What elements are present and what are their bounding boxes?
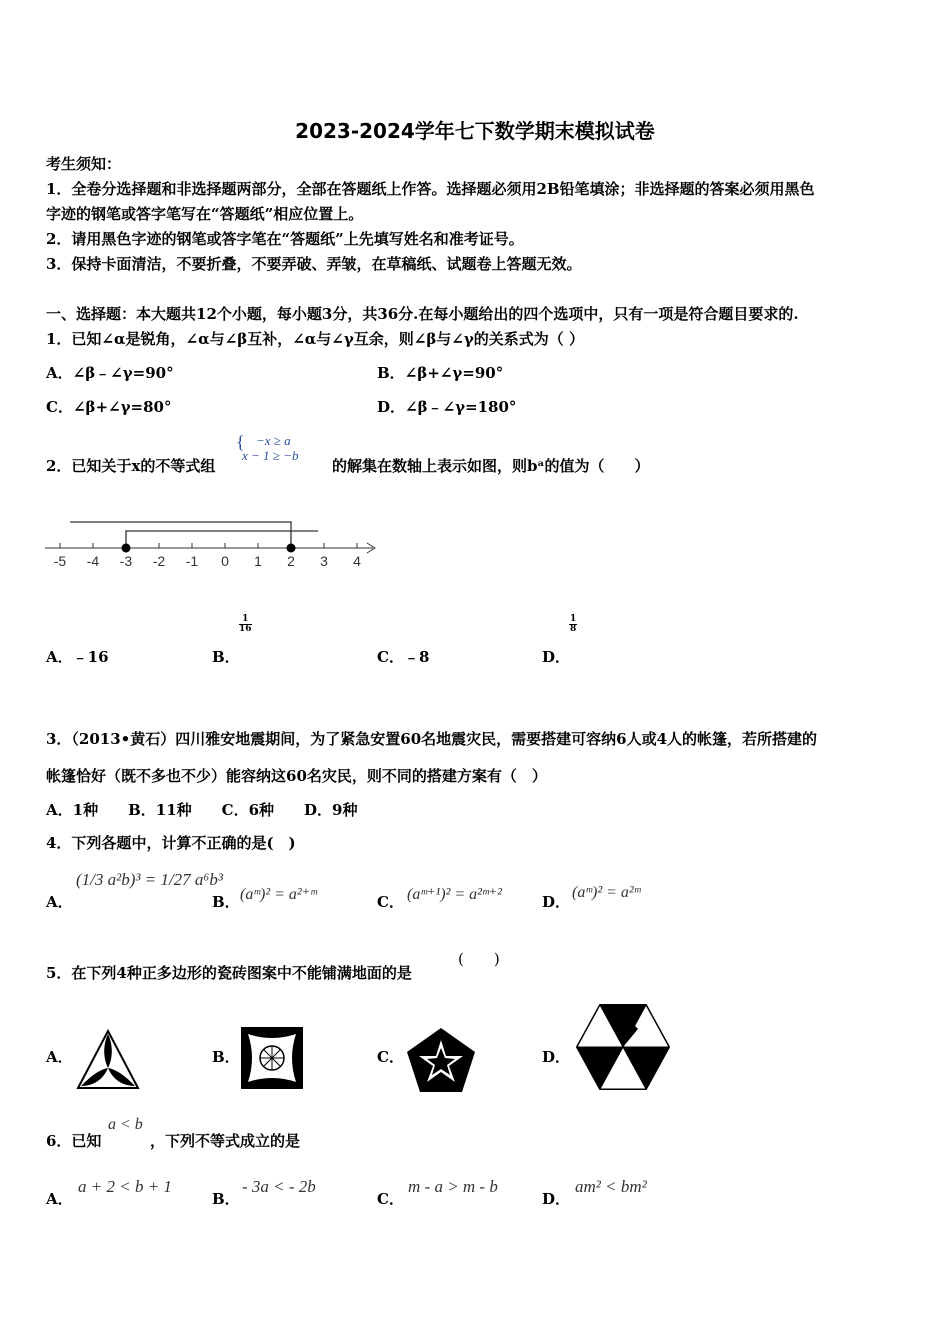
q6-stem-pre: 6．已知: [46, 1132, 102, 1150]
q5-tile-d-icon: [574, 1003, 672, 1091]
q4-option-a-expr: (1/3 a²b)³ = 1/27 a⁶b³: [76, 870, 223, 889]
q2-stem-pre: 2．已知关于x的不等式组: [46, 457, 216, 475]
notice-line-2: 2．请用黑色字迹的钢笔或答字笔在“答题纸”上先填写姓名和准考证号。: [46, 230, 524, 248]
q3-stem-1: 3．（2013•黄石）四川雅安地震期间，为了紧急安置60名地震灾民，需要搭建可容纳6人或4人的帐篷，若所搭建的: [46, 730, 818, 748]
q5-option-a[interactable]: A．: [46, 1048, 73, 1066]
q3-options[interactable]: A．1种 B．11种 C．6种 D．9种: [46, 801, 358, 819]
q2-option-d-fraction: [569, 615, 577, 634]
q4-option-a-label[interactable]: A．: [46, 893, 73, 911]
q2-inequality-system: { −x ≥ a x − 1 ≥ −b: [236, 432, 299, 463]
notice-heading: 考生须知：: [46, 155, 122, 173]
q5-tile-b-icon: [240, 1026, 304, 1090]
q4-option-c-expr: (aᵐ⁺¹)² = a²ᵐ⁺²: [407, 886, 502, 903]
notice-line-1b: 字迹的钢笔或答字笔写在“答题纸”相应位置上。: [46, 205, 364, 223]
q2-number-line: [40, 510, 385, 575]
q6-option-a-expr: a + 2 < b + 1: [78, 1177, 172, 1196]
q1-option-b[interactable]: B．∠β+∠γ=90°: [377, 364, 504, 382]
notice-line-3: 3．保持卡面清洁，不要折叠，不要弄破、弄皱，在草稿纸、试题卷上答题无效。: [46, 255, 582, 273]
tick-label: -5: [53, 553, 67, 569]
q2-sys-line-1: −x ≥ a: [256, 433, 291, 448]
q6-stem-post: ，下列不等式成立的是: [150, 1132, 301, 1150]
tick-label: 3: [320, 553, 328, 569]
q4-option-d-expr: (aᵐ)² = a²ᵐ: [572, 884, 641, 901]
q4-option-d-label[interactable]: D．: [542, 893, 571, 911]
tick-label: -4: [86, 553, 100, 569]
section-1-heading: 一、选择题：本大题共12个小题，每小题3分，共36分.在每小题给出的四个选项中，只有一项是符合题目要求的.: [46, 305, 799, 323]
page-title: 2023-2024学年七下数学期末模拟试卷: [295, 119, 655, 143]
q2-option-b[interactable]: B．: [212, 648, 240, 666]
q6-condition: a < b: [108, 1116, 143, 1133]
point-minus-3: [122, 544, 131, 553]
q2-d-num: 1: [570, 614, 577, 624]
q2-b-den: 16: [239, 624, 252, 634]
q4-option-c-label[interactable]: C．: [377, 893, 404, 911]
q6-option-a-label[interactable]: A．: [46, 1190, 73, 1208]
tick-label: -2: [152, 553, 166, 569]
tick-label: 4: [353, 553, 361, 569]
q5-option-b[interactable]: B．: [212, 1048, 240, 1066]
q2-option-c[interactable]: C．﹣8: [377, 648, 430, 666]
tick-label: -1: [185, 553, 199, 569]
q4-option-b-label[interactable]: B．: [212, 893, 240, 911]
tick-label: 0: [221, 553, 229, 569]
q2-d-den: 8: [570, 624, 577, 634]
q2-stem-post: 的解集在数轴上表示如图，则bᵃ的值为（ ）: [332, 457, 650, 475]
q5-stem: 5．在下列4种正多边形的瓷砖图案中不能铺满地面的是: [46, 964, 412, 982]
q6-option-d-label[interactable]: D．: [542, 1190, 571, 1208]
q6-option-c-label[interactable]: C．: [377, 1190, 404, 1208]
q5-tile-a-icon: [75, 1028, 141, 1092]
q2-b-num: 1: [239, 615, 252, 625]
q5-tile-c-icon: [405, 1026, 477, 1094]
q1-option-d[interactable]: D．∠β﹣∠γ=180°: [377, 398, 517, 416]
point-2: [287, 544, 296, 553]
q2-option-b-fraction: [239, 615, 252, 634]
q5-option-d[interactable]: D．: [542, 1048, 571, 1066]
tick-label: 1: [254, 553, 262, 569]
q1-option-c[interactable]: C．∠β+∠γ=80°: [46, 398, 172, 416]
q6-option-b-expr: - 3a < - 2b: [242, 1177, 316, 1196]
q6-option-b-label[interactable]: B．: [212, 1190, 240, 1208]
q3-stem-2: 帐篷恰好（既不多也不少）能容纳这60名灾民，则不同的搭建方案有（ ）: [46, 767, 547, 785]
q5-option-c[interactable]: C．: [377, 1048, 404, 1066]
q1-stem: 1．已知∠α是锐角，∠α与∠β互补，∠α与∠γ互余，则∠β与∠γ的关系式为（ ）: [46, 330, 584, 348]
q4-option-b-expr: (aᵐ)² = a²⁺ᵐ: [240, 886, 317, 903]
q4-stem: 4．下列各题中，计算不正确的是( ): [46, 834, 296, 852]
q6-option-d-expr: am² < bm²: [575, 1177, 647, 1196]
tick-label: 2: [287, 553, 295, 569]
q5-paren: ( ): [458, 950, 500, 968]
q2-option-a[interactable]: A．﹣16: [46, 648, 109, 666]
tick-label: -3: [119, 553, 133, 569]
q2-option-d[interactable]: D．: [542, 648, 571, 666]
notice-line-1a: 1．全卷分选择题和非选择题两部分，全部在答题纸上作答。选择题必须用2B铅笔填涂；非选择题的答案必须用黑色: [46, 180, 815, 198]
q1-option-a[interactable]: A．∠β﹣∠γ=90°: [46, 364, 174, 382]
q6-option-c-expr: m - a > m - b: [408, 1177, 498, 1196]
q2-sys-line-2: x − 1 ≥ −b: [242, 448, 299, 463]
